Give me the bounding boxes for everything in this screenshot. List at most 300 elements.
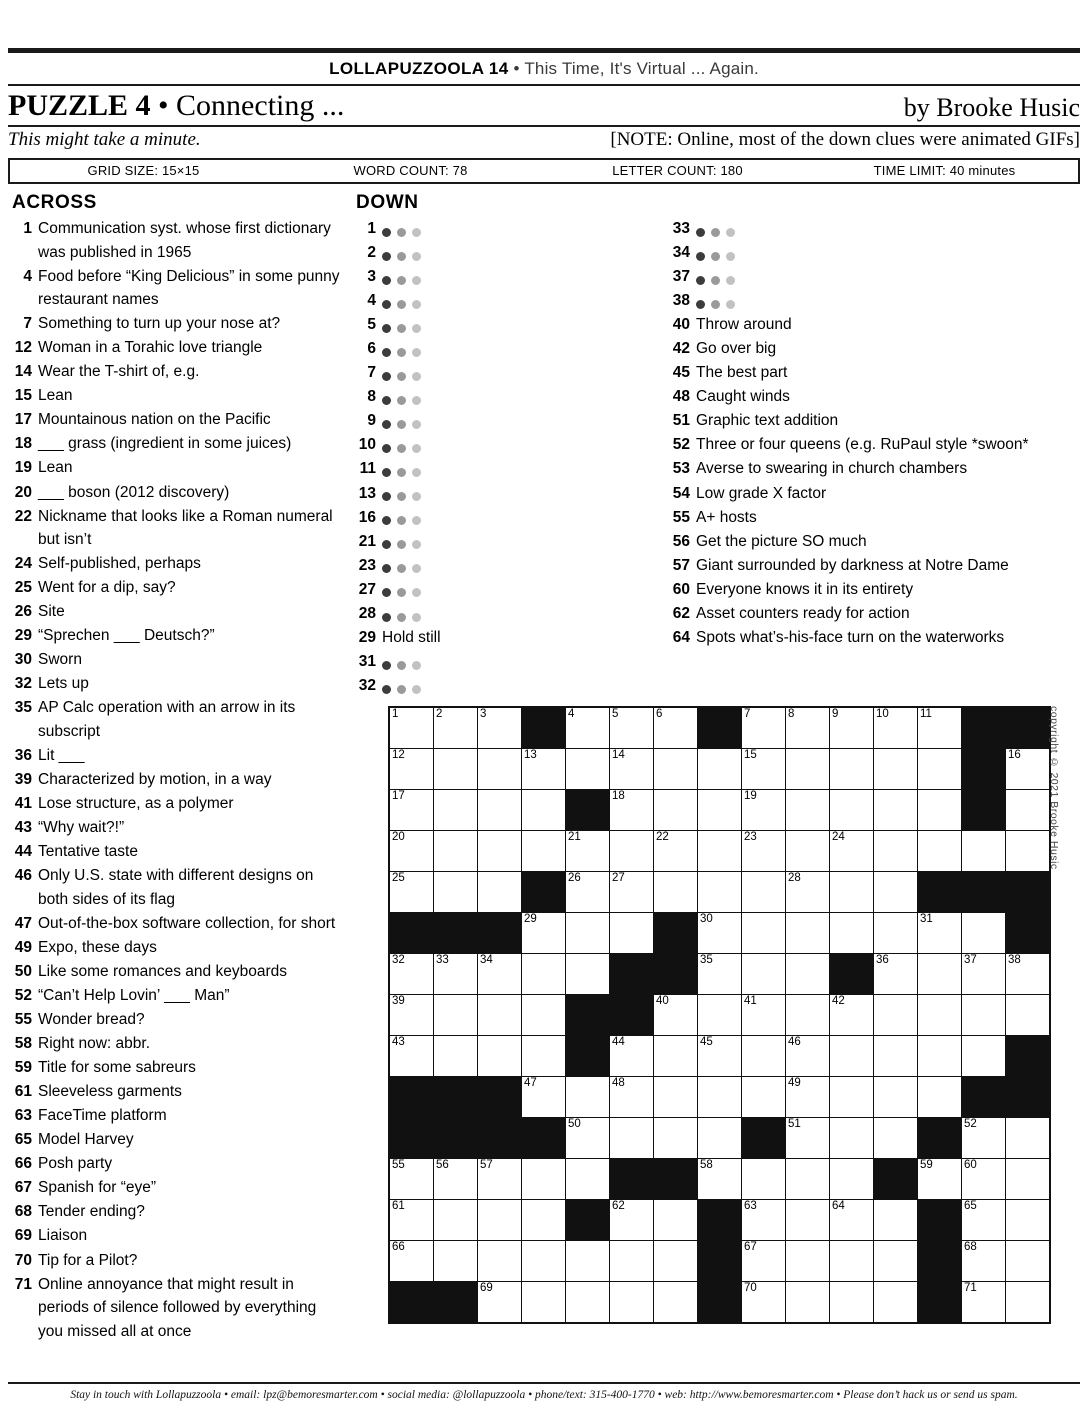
clue-item[interactable] — [670, 385, 1040, 409]
grid-cell[interactable] — [830, 1036, 874, 1077]
clue-item[interactable] — [670, 409, 1040, 433]
grid-cell[interactable] — [742, 995, 786, 1036]
grid-cell[interactable] — [434, 954, 478, 995]
grid-cell[interactable] — [566, 1241, 610, 1282]
grid-cell[interactable] — [786, 1036, 830, 1077]
grid-cell[interactable] — [874, 1036, 918, 1077]
grid-cell[interactable] — [389, 995, 434, 1036]
grid-cell[interactable] — [654, 872, 698, 913]
grid-cell[interactable] — [742, 954, 786, 995]
grid-cell[interactable] — [654, 1241, 698, 1282]
grid-cell[interactable] — [566, 707, 610, 749]
clue-item[interactable] — [12, 1152, 342, 1176]
grid-cell[interactable] — [389, 1241, 434, 1282]
grid-cell[interactable] — [434, 1200, 478, 1241]
grid-block-cell — [918, 1241, 962, 1282]
grid-cell[interactable] — [654, 1282, 698, 1324]
grid-cell[interactable] — [522, 749, 566, 790]
grid-cell[interactable] — [434, 1036, 478, 1077]
grid-block-cell — [434, 1077, 478, 1118]
grid-cell[interactable] — [610, 1118, 654, 1159]
grid-cell[interactable] — [874, 872, 918, 913]
grid-cell[interactable] — [522, 913, 566, 954]
clue-item[interactable] — [356, 457, 656, 481]
grid-cell[interactable] — [830, 1241, 874, 1282]
grid-cell[interactable] — [654, 995, 698, 1036]
clue-item[interactable] — [670, 433, 1040, 457]
grid-cell[interactable] — [874, 1282, 918, 1324]
clue-item[interactable] — [356, 241, 656, 265]
grid-cell[interactable] — [389, 1200, 434, 1241]
clue-item[interactable] — [12, 792, 342, 816]
clue-item[interactable] — [12, 816, 342, 840]
grid-cell[interactable] — [478, 872, 522, 913]
grid-cell[interactable] — [522, 1241, 566, 1282]
clue-item[interactable] — [12, 1056, 342, 1080]
grid-cell[interactable] — [874, 1118, 918, 1159]
clue-item[interactable] — [12, 552, 342, 576]
grid-cell[interactable] — [918, 749, 962, 790]
grid-cell[interactable] — [742, 1282, 786, 1324]
grid-cell[interactable] — [962, 1241, 1006, 1282]
grid-cell[interactable] — [522, 995, 566, 1036]
clue-item[interactable] — [12, 336, 342, 360]
grid-cell[interactable] — [522, 1200, 566, 1241]
grid-cell[interactable] — [874, 913, 918, 954]
grid-cell[interactable] — [874, 1200, 918, 1241]
grid-cell[interactable] — [434, 1159, 478, 1200]
grid-row — [389, 749, 1050, 790]
grid-cell[interactable] — [698, 872, 742, 913]
grid-cell[interactable] — [918, 913, 962, 954]
clue-item[interactable] — [12, 312, 342, 336]
grid-cell[interactable] — [742, 707, 786, 749]
grid-cell[interactable] — [786, 1200, 830, 1241]
grid-cell[interactable] — [742, 1200, 786, 1241]
grid-cell[interactable] — [830, 1118, 874, 1159]
clue-item[interactable] — [356, 626, 656, 650]
grid-block-cell — [610, 995, 654, 1036]
grid-cell[interactable] — [918, 1077, 962, 1118]
grid-cell[interactable] — [1006, 954, 1051, 995]
animated-gif-placeholder-icon — [382, 530, 421, 554]
clue-number: 43 — [14, 819, 32, 837]
grid-cell[interactable] — [478, 1241, 522, 1282]
clue-item[interactable] — [356, 506, 656, 530]
clue-item[interactable] — [12, 1249, 342, 1273]
grid-cell[interactable] — [389, 872, 434, 913]
grid-cell[interactable] — [874, 749, 918, 790]
clue-item[interactable] — [12, 1128, 342, 1152]
grid-cell[interactable] — [478, 790, 522, 831]
grid-cell[interactable] — [830, 1200, 874, 1241]
clue-item[interactable] — [12, 408, 342, 432]
grid-cell[interactable] — [874, 954, 918, 995]
clue-text: Lean — [38, 459, 73, 477]
clue-item[interactable] — [12, 840, 342, 864]
clue-number: 16 — [358, 508, 376, 526]
clue-item[interactable] — [356, 409, 656, 433]
grid-cell[interactable] — [1006, 1118, 1051, 1159]
grid-cell[interactable] — [478, 1200, 522, 1241]
grid-cell[interactable] — [874, 1077, 918, 1118]
grid-cell[interactable] — [610, 872, 654, 913]
grid-cell[interactable] — [610, 790, 654, 831]
grid-cell[interactable] — [566, 1282, 610, 1324]
grid-cell[interactable] — [830, 749, 874, 790]
grid-cell[interactable] — [610, 1241, 654, 1282]
grid-cell[interactable] — [610, 913, 654, 954]
grid-cell[interactable] — [874, 831, 918, 872]
grid-cell[interactable] — [610, 831, 654, 872]
grid-cell-number: 13 — [524, 749, 537, 761]
grid-cell[interactable] — [434, 1241, 478, 1282]
clue-item[interactable] — [356, 674, 656, 698]
clue-number: 58 — [14, 1035, 32, 1053]
clue-item[interactable] — [670, 626, 1040, 650]
clue-item[interactable] — [12, 384, 342, 408]
grid-cell[interactable] — [478, 1159, 522, 1200]
grid-cell[interactable] — [566, 749, 610, 790]
grid-cell[interactable] — [830, 1282, 874, 1324]
clue-item[interactable] — [12, 960, 342, 984]
clue-item[interactable] — [12, 1032, 342, 1056]
grid-cell[interactable] — [1006, 1200, 1051, 1241]
clue-item[interactable] — [12, 672, 342, 696]
grid-cell[interactable] — [742, 1077, 786, 1118]
grid-cell[interactable] — [918, 831, 962, 872]
clue-text: Right now: abbr. — [38, 1035, 151, 1053]
grid-cell-number: 51 — [788, 1118, 801, 1130]
grid-cell[interactable] — [1006, 1282, 1051, 1324]
grid-cell[interactable] — [478, 954, 522, 995]
clue-item[interactable] — [12, 1080, 342, 1104]
grid-cell-number: 6 — [656, 708, 663, 720]
clue-item[interactable] — [12, 456, 342, 480]
grid-cell[interactable] — [478, 1282, 522, 1324]
grid-cell[interactable] — [962, 913, 1006, 954]
clue-item[interactable] — [356, 337, 656, 361]
grid-cell[interactable] — [434, 872, 478, 913]
grid-cell[interactable] — [786, 707, 830, 749]
grid-cell[interactable] — [566, 954, 610, 995]
clue-number: 49 — [14, 938, 32, 956]
animated-gif-placeholder-icon — [382, 578, 421, 602]
clue-item[interactable] — [356, 554, 656, 578]
grid-block-cell — [918, 872, 962, 913]
grid-row — [389, 1159, 1050, 1200]
grid-cell-number: 34 — [480, 954, 493, 966]
clue-item[interactable] — [12, 648, 342, 672]
grid-row — [389, 1077, 1050, 1118]
grid-cell[interactable] — [742, 1241, 786, 1282]
grid-cell[interactable] — [434, 790, 478, 831]
grid-cell[interactable] — [918, 995, 962, 1036]
grid-cell[interactable] — [522, 1036, 566, 1077]
grid-cell[interactable] — [478, 1036, 522, 1077]
clue-item[interactable] — [12, 696, 342, 743]
clue-item[interactable] — [12, 265, 342, 312]
crossword-grid[interactable] — [388, 706, 1051, 1324]
clue-item[interactable] — [670, 602, 1040, 626]
clue-item[interactable] — [12, 576, 342, 600]
grid-cell[interactable] — [874, 707, 918, 749]
grid-cell[interactable] — [698, 1159, 742, 1200]
grid-cell[interactable] — [830, 707, 874, 749]
clue-item[interactable] — [356, 385, 656, 409]
grid-cell[interactable] — [478, 995, 522, 1036]
grid-cell[interactable] — [610, 1200, 654, 1241]
clue-item[interactable] — [356, 482, 656, 506]
grid-cell[interactable] — [698, 1036, 742, 1077]
clue-item[interactable] — [12, 768, 342, 792]
clue-number: 18 — [14, 435, 32, 453]
grid-cell[interactable] — [654, 707, 698, 749]
clue-item[interactable] — [12, 864, 342, 911]
grid-block-cell — [962, 790, 1006, 831]
grid-cell[interactable] — [786, 790, 830, 831]
grid-cell[interactable] — [610, 1036, 654, 1077]
grid-cell[interactable] — [566, 872, 610, 913]
grid-cell[interactable] — [389, 790, 434, 831]
clue-item[interactable] — [356, 217, 656, 241]
grid-cell[interactable] — [786, 954, 830, 995]
grid-cell[interactable] — [1006, 1241, 1051, 1282]
grid-cell[interactable] — [478, 749, 522, 790]
grid-cell[interactable] — [874, 790, 918, 831]
clue-item[interactable] — [12, 1104, 342, 1128]
grid-cell[interactable] — [918, 954, 962, 995]
grid-cell[interactable] — [830, 790, 874, 831]
grid-cell[interactable] — [742, 1159, 786, 1200]
clue-item[interactable] — [670, 241, 1040, 265]
grid-cell[interactable] — [566, 831, 610, 872]
grid-cell[interactable] — [962, 1118, 1006, 1159]
clue-item[interactable] — [12, 1176, 342, 1200]
clue-item[interactable] — [12, 744, 342, 768]
grid-cell[interactable] — [742, 831, 786, 872]
clue-text: AP Calc operation with an arrow in its subscript — [38, 699, 296, 740]
clue-number: 67 — [14, 1179, 32, 1197]
clue-number: 4 — [367, 292, 376, 310]
animated-gif-placeholder-icon — [382, 602, 421, 626]
clue-item[interactable] — [670, 361, 1040, 385]
grid-cell[interactable] — [742, 790, 786, 831]
grid-cell[interactable] — [610, 749, 654, 790]
clue-item[interactable] — [12, 432, 342, 456]
grid-cell[interactable] — [389, 1036, 434, 1077]
grid-cell[interactable] — [654, 749, 698, 790]
grid-cell[interactable] — [786, 1159, 830, 1200]
grid-cell[interactable] — [389, 1159, 434, 1200]
grid-cell[interactable] — [742, 913, 786, 954]
grid-cell[interactable] — [610, 1282, 654, 1324]
grid-cell[interactable] — [566, 913, 610, 954]
grid-cell[interactable] — [786, 872, 830, 913]
grid-cell[interactable] — [786, 913, 830, 954]
grid-cell[interactable] — [654, 1036, 698, 1077]
grid-cell[interactable] — [742, 749, 786, 790]
grid-cell[interactable] — [698, 995, 742, 1036]
clue-item[interactable] — [356, 289, 656, 313]
clue-item[interactable] — [356, 313, 656, 337]
grid-cell[interactable] — [698, 954, 742, 995]
grid-cell[interactable] — [566, 1118, 610, 1159]
grid-cell[interactable] — [522, 1077, 566, 1118]
grid-cell[interactable] — [698, 1077, 742, 1118]
grid-cell[interactable] — [566, 1077, 610, 1118]
grid-cell[interactable] — [962, 1159, 1006, 1200]
grid-cell[interactable] — [654, 1118, 698, 1159]
clue-item[interactable] — [670, 554, 1040, 578]
grid-cell[interactable] — [698, 790, 742, 831]
clue-item[interactable] — [356, 602, 656, 626]
clue-item[interactable] — [670, 506, 1040, 530]
grid-cell[interactable] — [786, 995, 830, 1036]
grid-block-cell — [478, 913, 522, 954]
clue-item[interactable] — [356, 433, 656, 457]
grid-cell[interactable] — [389, 831, 434, 872]
grid-cell[interactable] — [786, 1118, 830, 1159]
grid-cell[interactable] — [478, 831, 522, 872]
grid-cell[interactable] — [654, 790, 698, 831]
clue-item[interactable] — [12, 217, 342, 264]
grid-cell[interactable] — [962, 954, 1006, 995]
grid-cell[interactable] — [698, 1118, 742, 1159]
clue-item[interactable] — [670, 482, 1040, 506]
clue-item[interactable] — [12, 1224, 342, 1248]
animated-gif-placeholder-icon — [696, 265, 735, 289]
grid-cell[interactable] — [522, 1282, 566, 1324]
clue-item[interactable] — [356, 578, 656, 602]
grid-cell-number: 22 — [656, 831, 669, 843]
animated-gif-placeholder-icon — [382, 506, 421, 530]
grid-cell[interactable] — [786, 831, 830, 872]
grid-cell[interactable] — [522, 831, 566, 872]
grid-cell[interactable] — [434, 749, 478, 790]
grid-cell-number: 59 — [920, 1159, 933, 1171]
grid-cell[interactable] — [962, 1282, 1006, 1324]
clue-item[interactable] — [670, 265, 1040, 289]
grid-cell[interactable] — [654, 1077, 698, 1118]
grid-cell[interactable] — [786, 749, 830, 790]
grid-cell[interactable] — [962, 1200, 1006, 1241]
grid-cell[interactable] — [830, 1077, 874, 1118]
grid-cell[interactable] — [698, 749, 742, 790]
grid-cell[interactable] — [786, 1282, 830, 1324]
grid-cell[interactable] — [698, 913, 742, 954]
grid-cell[interactable] — [786, 1077, 830, 1118]
grid-row — [389, 954, 1050, 995]
clue-item[interactable] — [12, 624, 342, 648]
grid-cell[interactable] — [830, 831, 874, 872]
animated-gif-placeholder-icon — [696, 241, 735, 265]
clue-item[interactable] — [12, 1008, 342, 1032]
clue-item[interactable] — [356, 265, 656, 289]
clue-number: 21 — [358, 532, 376, 550]
grid-cell[interactable] — [962, 831, 1006, 872]
title-row — [0, 86, 1088, 123]
grid-cell[interactable] — [874, 1241, 918, 1282]
grid-cell[interactable] — [654, 831, 698, 872]
grid-cell[interactable] — [918, 707, 962, 749]
clue-item[interactable] — [12, 600, 342, 624]
grid-cell[interactable] — [830, 995, 874, 1036]
clue-item[interactable] — [356, 650, 656, 674]
clue-item[interactable] — [670, 217, 1040, 241]
grid-cell[interactable] — [698, 831, 742, 872]
grid-cell[interactable] — [434, 995, 478, 1036]
grid-cell[interactable] — [610, 707, 654, 749]
grid-block-cell — [434, 1118, 478, 1159]
grid-cell[interactable] — [389, 707, 434, 749]
grid-cell[interactable] — [434, 831, 478, 872]
grid-row — [389, 1241, 1050, 1282]
grid-cell[interactable] — [522, 1159, 566, 1200]
grid-cell[interactable] — [654, 1200, 698, 1241]
clue-item[interactable] — [670, 337, 1040, 361]
clue-item[interactable] — [12, 481, 342, 505]
grid-cell-number: 11 — [920, 708, 932, 720]
grid-cell[interactable] — [962, 995, 1006, 1036]
grid-cell[interactable] — [522, 790, 566, 831]
clue-item[interactable] — [12, 1200, 342, 1224]
grid-cell[interactable] — [389, 954, 434, 995]
clue-item[interactable] — [670, 530, 1040, 554]
grid-cell[interactable] — [830, 913, 874, 954]
clue-number: 35 — [14, 699, 32, 717]
grid-cell[interactable] — [389, 749, 434, 790]
grid-cell[interactable] — [918, 1036, 962, 1077]
grid-cell[interactable] — [522, 954, 566, 995]
grid-cell[interactable] — [478, 707, 522, 749]
grid-cell[interactable] — [918, 790, 962, 831]
grid-cell[interactable] — [918, 1159, 962, 1200]
clue-item[interactable] — [12, 1273, 342, 1344]
grid-cell[interactable] — [786, 1241, 830, 1282]
clue-item[interactable] — [670, 578, 1040, 602]
clue-item[interactable] — [356, 361, 656, 385]
grid-cell[interactable] — [830, 872, 874, 913]
grid-cell[interactable] — [962, 1036, 1006, 1077]
clue-item[interactable] — [12, 505, 342, 552]
grid-cell[interactable] — [1006, 995, 1051, 1036]
grid-cell[interactable] — [830, 1159, 874, 1200]
clue-item[interactable] — [12, 936, 342, 960]
clue-item[interactable] — [12, 984, 342, 1008]
grid-cell[interactable] — [434, 707, 478, 749]
grid-cell[interactable] — [874, 995, 918, 1036]
grid-cell-number: 12 — [392, 749, 405, 761]
clue-item[interactable] — [12, 912, 342, 936]
clue-item[interactable] — [356, 530, 656, 554]
puzzle-number: PUZZLE 4 — [8, 89, 151, 122]
clue-number: 51 — [672, 412, 690, 430]
clue-item[interactable] — [670, 313, 1040, 337]
clue-text: Lit ___ — [38, 747, 85, 765]
clue-item[interactable] — [12, 360, 342, 384]
grid-cell[interactable] — [610, 1077, 654, 1118]
grid-cell[interactable] — [566, 1159, 610, 1200]
animated-gif-placeholder-icon — [382, 457, 421, 481]
clue-item[interactable] — [670, 457, 1040, 481]
grid-cell[interactable] — [742, 1036, 786, 1077]
clue-number: 38 — [672, 292, 690, 310]
clue-item[interactable] — [670, 289, 1040, 313]
grid-cell[interactable] — [742, 872, 786, 913]
grid-cell-number: 58 — [700, 1159, 713, 1171]
grid-cell[interactable] — [1006, 1159, 1051, 1200]
